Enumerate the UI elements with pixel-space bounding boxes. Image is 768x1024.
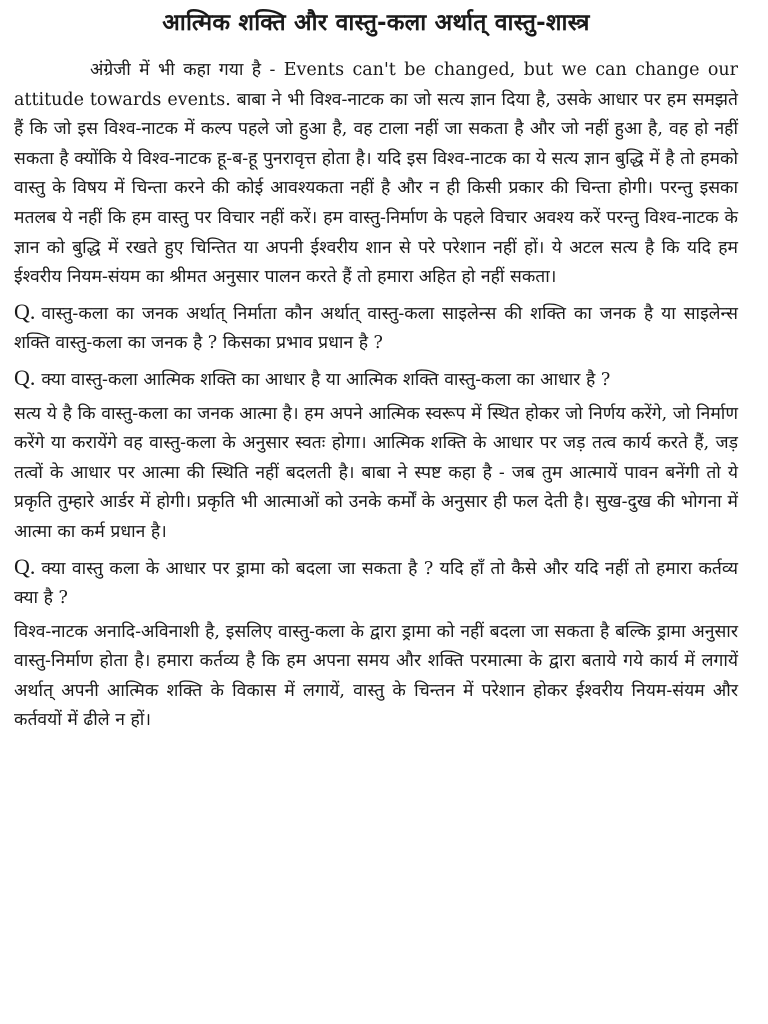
question-1-text: वास्तु-कला का जनक अर्थात् निर्माता कौन अर्थात् वास्तु-कला साइलेन्स की शक्ति का जनक है या साइलेन्स शक्ति वास्तु-कला का जनक है ? किसका प्रभाव प्रधान है ? <box>14 303 738 354</box>
page-title: आत्मिक शक्ति और वास्तु-कला अर्थात् वास्तु-शास्त्र <box>162 10 590 36</box>
answer-3-paragraph: विश्व-नाटक अनादि-अविनाशी है, इसलिए वास्तु-कला के द्वारा ड्रामा को नहीं बदला जा सकता है बल्कि ड्रामा अनुसार वास्तु-निर्माण होता है। हमारा कर्तव्य है कि हम अपना समय और शक्ति परमात्मा के द्वारा बताये गये कार्य में लगायें अर्थात् अपनी आत्मिक शक्ति के विकास में लगायें, वास्तु के चिन्तन में परेशान होकर ईश्वरीय नियम-संयम और कर्तवयों में ढीले न हों। <box>14 621 738 731</box>
question-3-text: क्या वास्तु कला के आधार पर ड्रामा को बदला जा सकता है ? यदि हाँ तो कैसे और यदि नहीं तो हमारा कर्तव्य क्या है ? <box>14 558 738 609</box>
answer-2-paragraph: सत्य ये है कि वास्तु-कला का जनक आत्मा है। हम अपने आत्मिक स्वरूप में स्थित होकर जो निर्णय करेंगे, जो निर्माण करेंगे या करायेंगे वह वास्तु-कला के अनुसार स्वतः होगा। आत्मिक शक्ति के आधार पर जड़ तत्व कार्य करते हैं, जड़ तत्वों के आधार पर आत्मा की स्थिति नहीं बदलती है। बाबा ने स्पष्ट कहा है - जब तुम आत्मायें पावन बनेंगी तो ये प्रकृति तुम्हारे आर्डर में होगी। प्रकृति भी आत्माओं को उनके कर्मों के अनुसार ही फल देती है। सुख-दुख की भोगना में आत्मा का कर्म प्रधान है। <box>14 403 738 542</box>
question-1 <box>14 297 738 359</box>
question-2-text: क्या वास्तु-कला आत्मिक शक्ति का आधार है या आत्मिक शक्ति वास्तु-कला का आधार है ? <box>41 369 611 390</box>
document-page <box>14 6 738 736</box>
question-marker: Q. <box>14 364 36 390</box>
question-marker: Q. <box>14 553 36 579</box>
question-2 <box>14 363 738 396</box>
intro-paragraph: अंग्रेजी में भी कहा गया है - Events can't be changed, but we can change our attitude towards events. बाबा ने भी विश्व-नाटक का जो सत्य ज्ञान दिया है, उसके आधार पर हम समझते हैं कि जो इस विश्व-नाटक में कल्प पहले जो हुआ है, वह टाला नहीं जा सकता है और जो नहीं हुआ है, वह हो नहीं सकता है क्योंकि ये विश्व-नाटक हू-ब-हू पुनरावृत्त होता है। यदि इस विश्व-नाटक का ये सत्य ज्ञान बुद्धि में है तो हमको वास्तु के विषय में चिन्ता करने की कोई आवश्यकता नहीं है और न ही किसी प्रकार की चिन्ता होगी। परन्तु इसका मतलब ये नहीं कि हम वास्तु पर विचार नहीं करें। हम वास्तु-निर्माण के पहले विचार अवश्य करें परन्तु विश्व-नाटक के ज्ञान को बुद्धि में रखते हुए चिन्तित या अपनी ईश्वरीय शान से परे परेशान नहीं हों। ये अटल सत्य है कि यदि हम ईश्वरीय नियम-संयम का श्रीमत अनुसार पालन करते हैं तो हमारा अहित हो नहीं सकता। <box>14 60 738 288</box>
question-3 <box>14 552 738 614</box>
question-marker: Q. <box>14 298 36 324</box>
